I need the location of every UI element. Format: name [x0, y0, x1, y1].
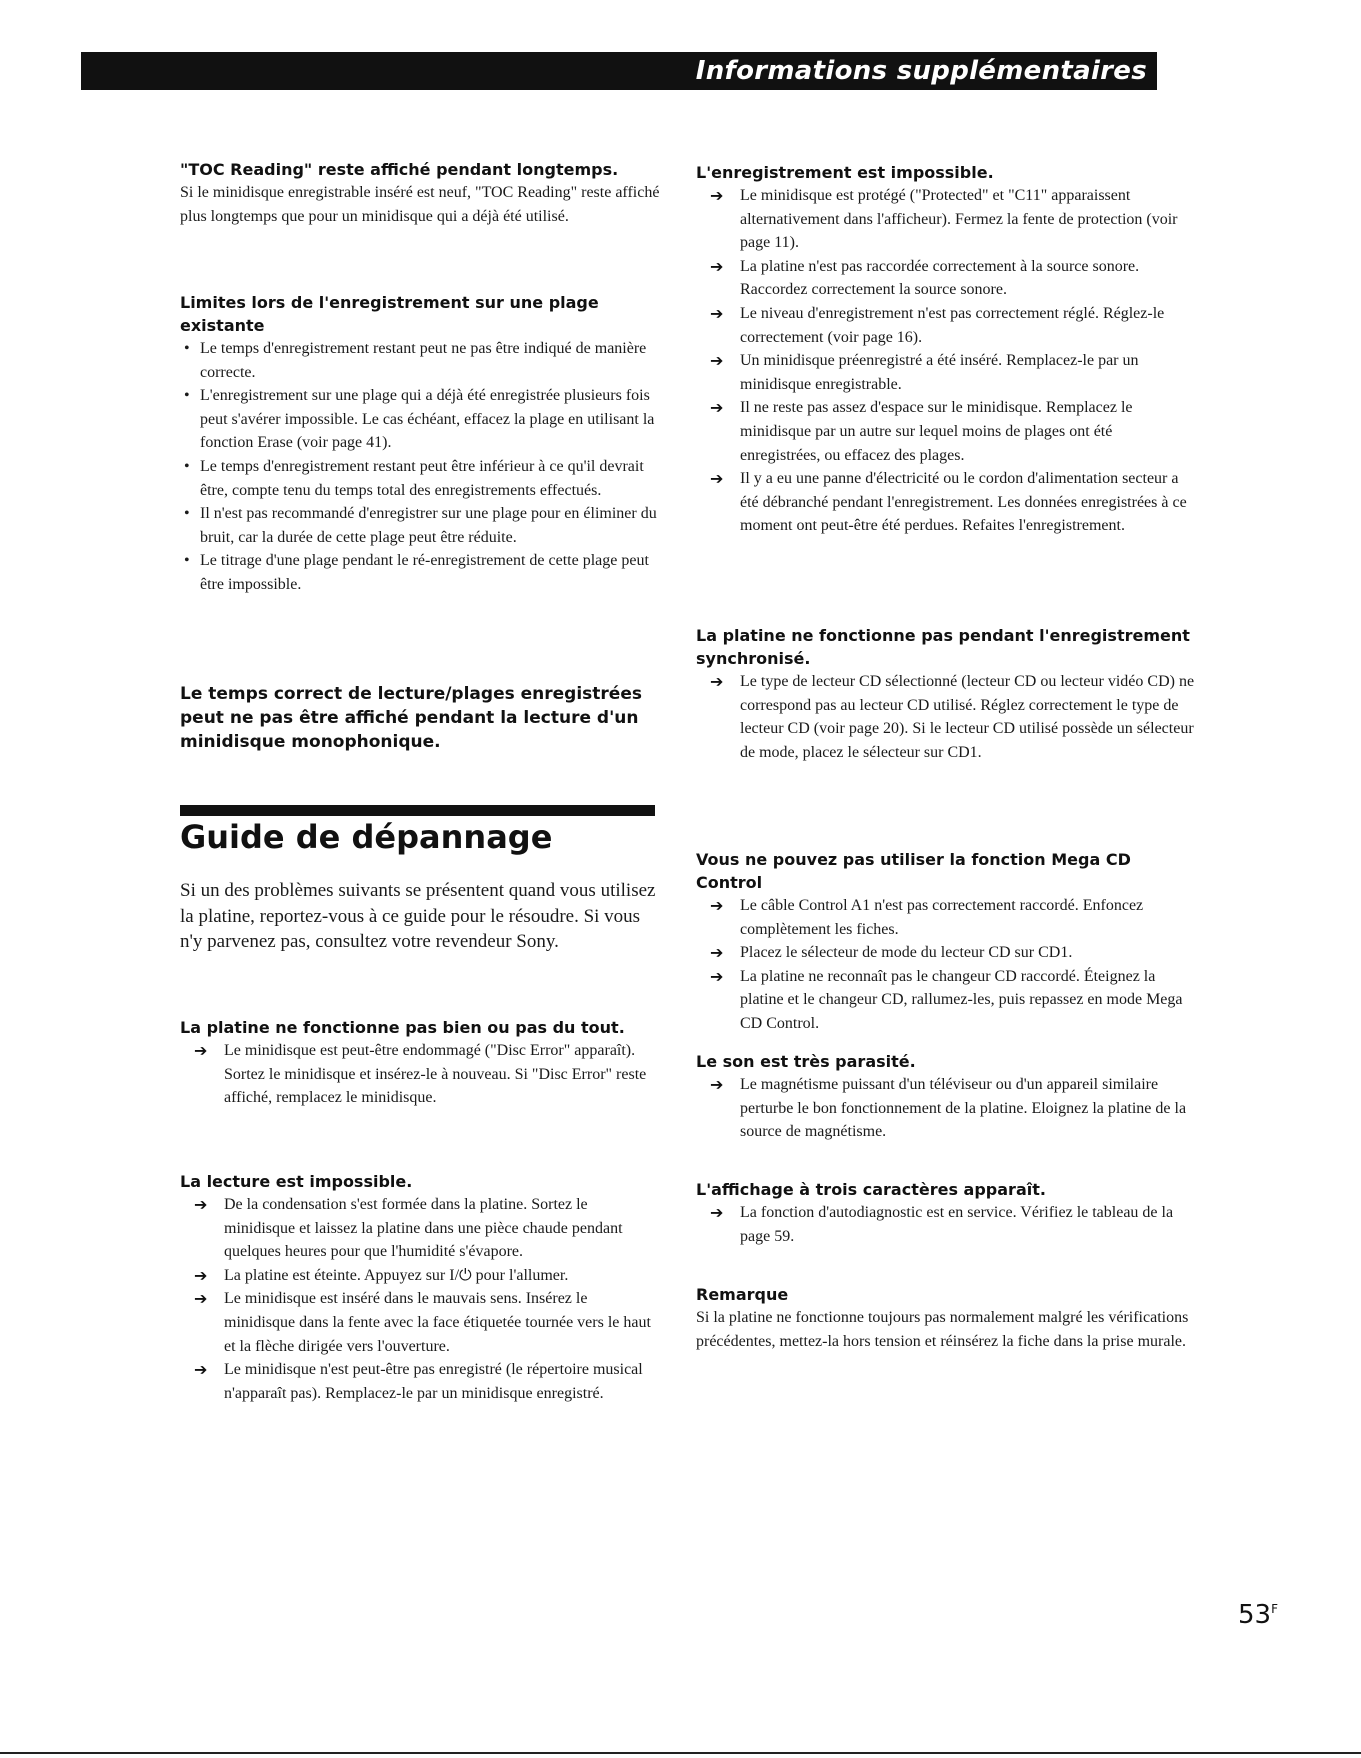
remark-text: Si la platine ne fonctionne toujours pas normalement malgré les vérifications précédentes, mettez-la hors tension et réinsérez la fiche dans la prise murale. — [696, 1309, 1189, 1350]
mega-section — [696, 848, 1196, 1036]
list-item: • Le temps d'enregistrement restant peut être inférieur à ce qu'il devrait être, compte tenu du temps total des enregistrements effectués. — [200, 455, 660, 502]
remark-section — [696, 1283, 1196, 1353]
sync-list — [696, 670, 1196, 764]
guide-title: Guide de dépannage — [180, 818, 553, 856]
not-working-heading: La platine ne fonctionne pas bien ou pas du tout. — [180, 1018, 625, 1037]
three-chars-heading: L'affichage à trois caractères apparaît. — [696, 1180, 1046, 1199]
recording-heading: L'enregistrement est impossible. — [696, 163, 994, 182]
list-item: ➔ La platine n'est pas raccordée correctement à la source sonore. Raccordez correctement la source sonore. — [740, 255, 1196, 302]
page-number-suffix: F — [1271, 1602, 1278, 1616]
list-item: • Il n'est pas recommandé d'enregistrer sur une plage pour en éliminer du bruit, car la durée de cette plage peut être réduite. — [200, 502, 660, 549]
noise-section — [696, 1050, 1196, 1144]
toc-text: Si le minidisque enregistrable inséré est neuf, "TOC Reading" reste affiché plus longtemps que pour un minidisque qui a déjà été utilisé. — [180, 184, 660, 225]
sync-heading: La platine ne fonctionne pas pendant l'enregistrement synchronisé. — [696, 626, 1190, 668]
page-number-value: 53 — [1238, 1600, 1272, 1630]
page-number — [1238, 1600, 1278, 1630]
mono-section — [180, 682, 660, 754]
list-item: ➔ Le magnétisme puissant d'un téléviseur ou d'un appareil similaire perturbe le bon fonctionnement de la platine. Eloignez la platine de la source de magnétisme. — [740, 1073, 1196, 1144]
three-chars-list — [696, 1201, 1196, 1248]
list-item: • Le temps d'enregistrement restant peut ne pas être indiqué de manière correcte. — [200, 337, 660, 384]
list-item: ➔ Placez le sélecteur de mode du lecteur CD sur CD1. — [740, 941, 1196, 965]
list-item: ➔ Un minidisque préenregistré a été inséré. Remplacez-le par un minidisque enregistrable. — [740, 349, 1196, 396]
limits-section — [180, 291, 660, 597]
list-item: ➔ Le minidisque est inséré dans le mauvais sens. Insérez le minidisque dans la fente avec la face étiquetée tournée vers le haut et la flèche dirigée vers l'ouverture. — [224, 1287, 660, 1358]
list-item: ➔ Le câble Control A1 n'est pas correctement raccordé. Enfoncez complètement les fiches. — [740, 894, 1196, 941]
mono-heading: Le temps correct de lecture/plages enregistrées peut ne pas être affiché pendant la lecture d'un minidisque monophonique. — [180, 684, 642, 752]
playback-section — [180, 1170, 660, 1405]
list-item: ➔ Le niveau d'enregistrement n'est pas correctement réglé. Réglez-le correctement (voir page 16). — [740, 302, 1196, 349]
toc-heading: "TOC Reading" reste affiché pendant longtemps. — [180, 160, 619, 179]
list-item: ➔ La fonction d'autodiagnostic est en service. Vérifiez le tableau de la page 59. — [740, 1201, 1196, 1248]
list-item: ➔ La platine est éteinte. Appuyez sur I/⏻ pour l'allumer. — [224, 1264, 660, 1288]
list-item: ➔ De la condensation s'est formée dans la platine. Sortez le minidisque et laissez la platine dans une pièce chaude pendant quelques heures pour que l'humidité s'évapore. — [224, 1193, 660, 1264]
guide-intro: Si un des problèmes suivants se présentent quand vous utilisez la platine, reportez-vous à ce guide pour le résoudre. Si vous n'y parvenez pas, consultez votre revendeur Sony. — [180, 880, 656, 952]
list-item: ➔ Il ne reste pas assez d'espace sur le minidisque. Remplacez le minidisque par un autre sur lequel moins de plages ont été enregistrées, ou effacez des plages. — [740, 396, 1196, 467]
not-working-section — [180, 1016, 660, 1110]
recording-list — [696, 184, 1196, 538]
list-item: ➔ Le type de lecteur CD sélectionné (lecteur CD ou lecteur vidéo CD) ne correspond pas au lecteur CD utilisé. Réglez correctement le type de lecteur CD (voir page 20). Si le lecteur CD utilisé possède un sélecteur de mode, placez le sélecteur sur CD1. — [740, 670, 1196, 764]
list-item: ➔ Le minidisque est peut-être endommagé ("Disc Error" apparaît). Sortez le minidisque et insérez-le à nouveau. Si "Disc Error" reste affiché, remplacez le minidisque. — [224, 1039, 660, 1110]
noise-list — [696, 1073, 1196, 1144]
toc-section — [180, 158, 660, 228]
recording-section — [696, 161, 1196, 538]
list-item: ➔ La platine ne reconnaît pas le changeur CD raccordé. Éteignez la platine et le changeur CD, rallumez-les, puis repassez en mode Mega CD Control. — [740, 965, 1196, 1036]
list-item: ➔ Le minidisque n'est peut-être pas enregistré (le répertoire musical n'apparaît pas). Remplacez-le par un minidisque enregistré. — [224, 1358, 660, 1405]
noise-heading: Le son est très parasité. — [696, 1052, 916, 1071]
list-item: • L'enregistrement sur une plage qui a déjà été enregistrée plusieurs fois peut s'avérer impossible. Le cas échéant, effacez la plage en utilisant la fonction Erase (voir page 41). — [200, 384, 660, 455]
list-item: ➔ Il y a eu une panne d'électricité ou le cordon d'alimentation secteur a été débranché pendant l'enregistrement. Les données enregistrées à ce moment ont peut-être été perdues. Refaites l'enregistrement. — [740, 467, 1196, 538]
section-header-bar — [81, 52, 1157, 90]
sync-section — [696, 624, 1196, 764]
list-item: • Le titrage d'une plage pendant le ré-enregistrement de cette plage peut être impossible. — [200, 549, 660, 596]
limits-heading: Limites lors de l'enregistrement sur une plage existante — [180, 293, 599, 335]
mega-heading: Vous ne pouvez pas utiliser la fonction Mega CD Control — [696, 850, 1131, 892]
three-chars-section — [696, 1178, 1196, 1248]
remark-heading: Remarque — [696, 1285, 789, 1304]
not-working-list — [180, 1039, 660, 1110]
limits-list — [180, 337, 660, 597]
mega-list — [696, 894, 1196, 1036]
header-title: Informations supplémentaires — [695, 56, 1147, 86]
page-edge-line — [0, 1752, 1361, 1754]
playback-list — [180, 1193, 660, 1405]
playback-heading: La lecture est impossible. — [180, 1172, 413, 1191]
list-item: ➔ Le minidisque est protégé ("Protected" et "C11" apparaissent alternativement dans l'afficheur). Fermez la fente de protection (voir page 11). — [740, 184, 1196, 255]
